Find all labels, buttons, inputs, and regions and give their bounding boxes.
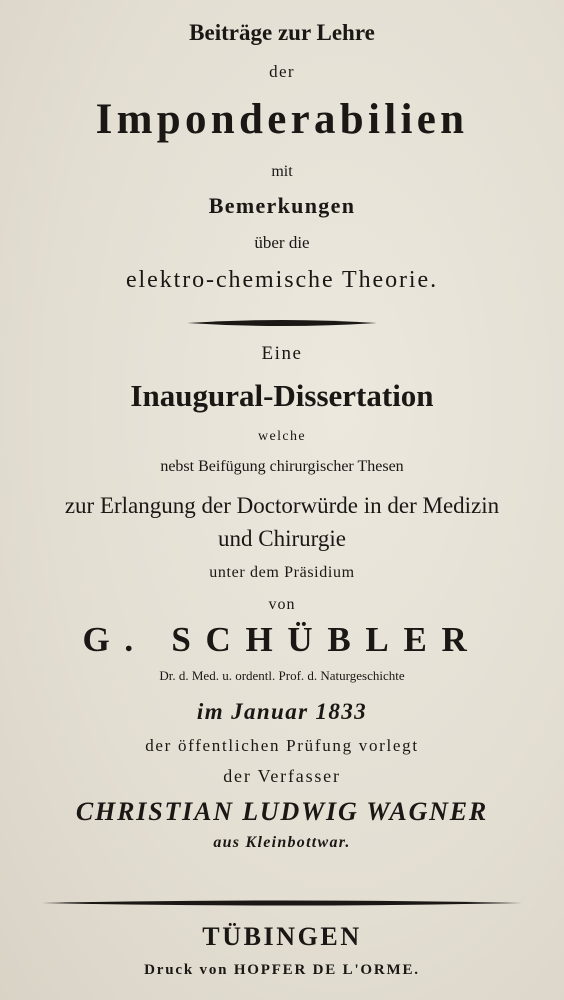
subtitle-line-15: von [268,596,296,613]
subtitle-line-19: der öffentlichen Prüfung vorlegt [145,736,419,755]
subtitle-line-20: der Verfasser [223,766,341,786]
dissertation-heading: Inaugural-Dissertation [130,378,434,413]
subtitle-line-5: Bemerkungen [208,193,356,218]
subtitle-line-14: unter dem Präsidium [209,564,355,581]
imprint-city: TÜBINGEN [202,922,362,951]
date-line: im Januar 1833 [196,699,368,724]
author-origin: aus Kleinbottwar. [213,834,351,851]
ornamental-rule-top [0,318,564,328]
subtitle-line-11: nebst Beifügung chirurgischer Thesen [160,458,404,475]
author-name: CHRISTIAN LUDWIG WAGNER [75,797,489,826]
subtitle-line-13: und Chirurgie [218,526,346,551]
president-name: G. SCHÜBLER [82,620,482,659]
subtitle-line-7: elektro-chemische Theorie. [125,267,439,293]
subtitle-line-4: mit [271,163,293,180]
subtitle-line-1: Beiträge zur Lehre [189,20,375,45]
main-title: Imponderabilien [95,96,469,143]
president-title: Dr. d. Med. u. ordentl. Prof. d. Naturgeschichte [159,668,405,683]
subtitle-line-6: über die [254,233,310,252]
imprint-printer: Druck von HOPFER DE L'ORME. [144,962,420,978]
subtitle-line-10: welche [257,429,307,444]
subtitle-line-2: der [269,62,295,81]
subtitle-line-12: zur Erlangung der Doctorwürde in der Medizin [64,493,500,518]
subtitle-line-8: Eine [261,343,303,364]
ornamental-rule-bottom [0,898,564,908]
